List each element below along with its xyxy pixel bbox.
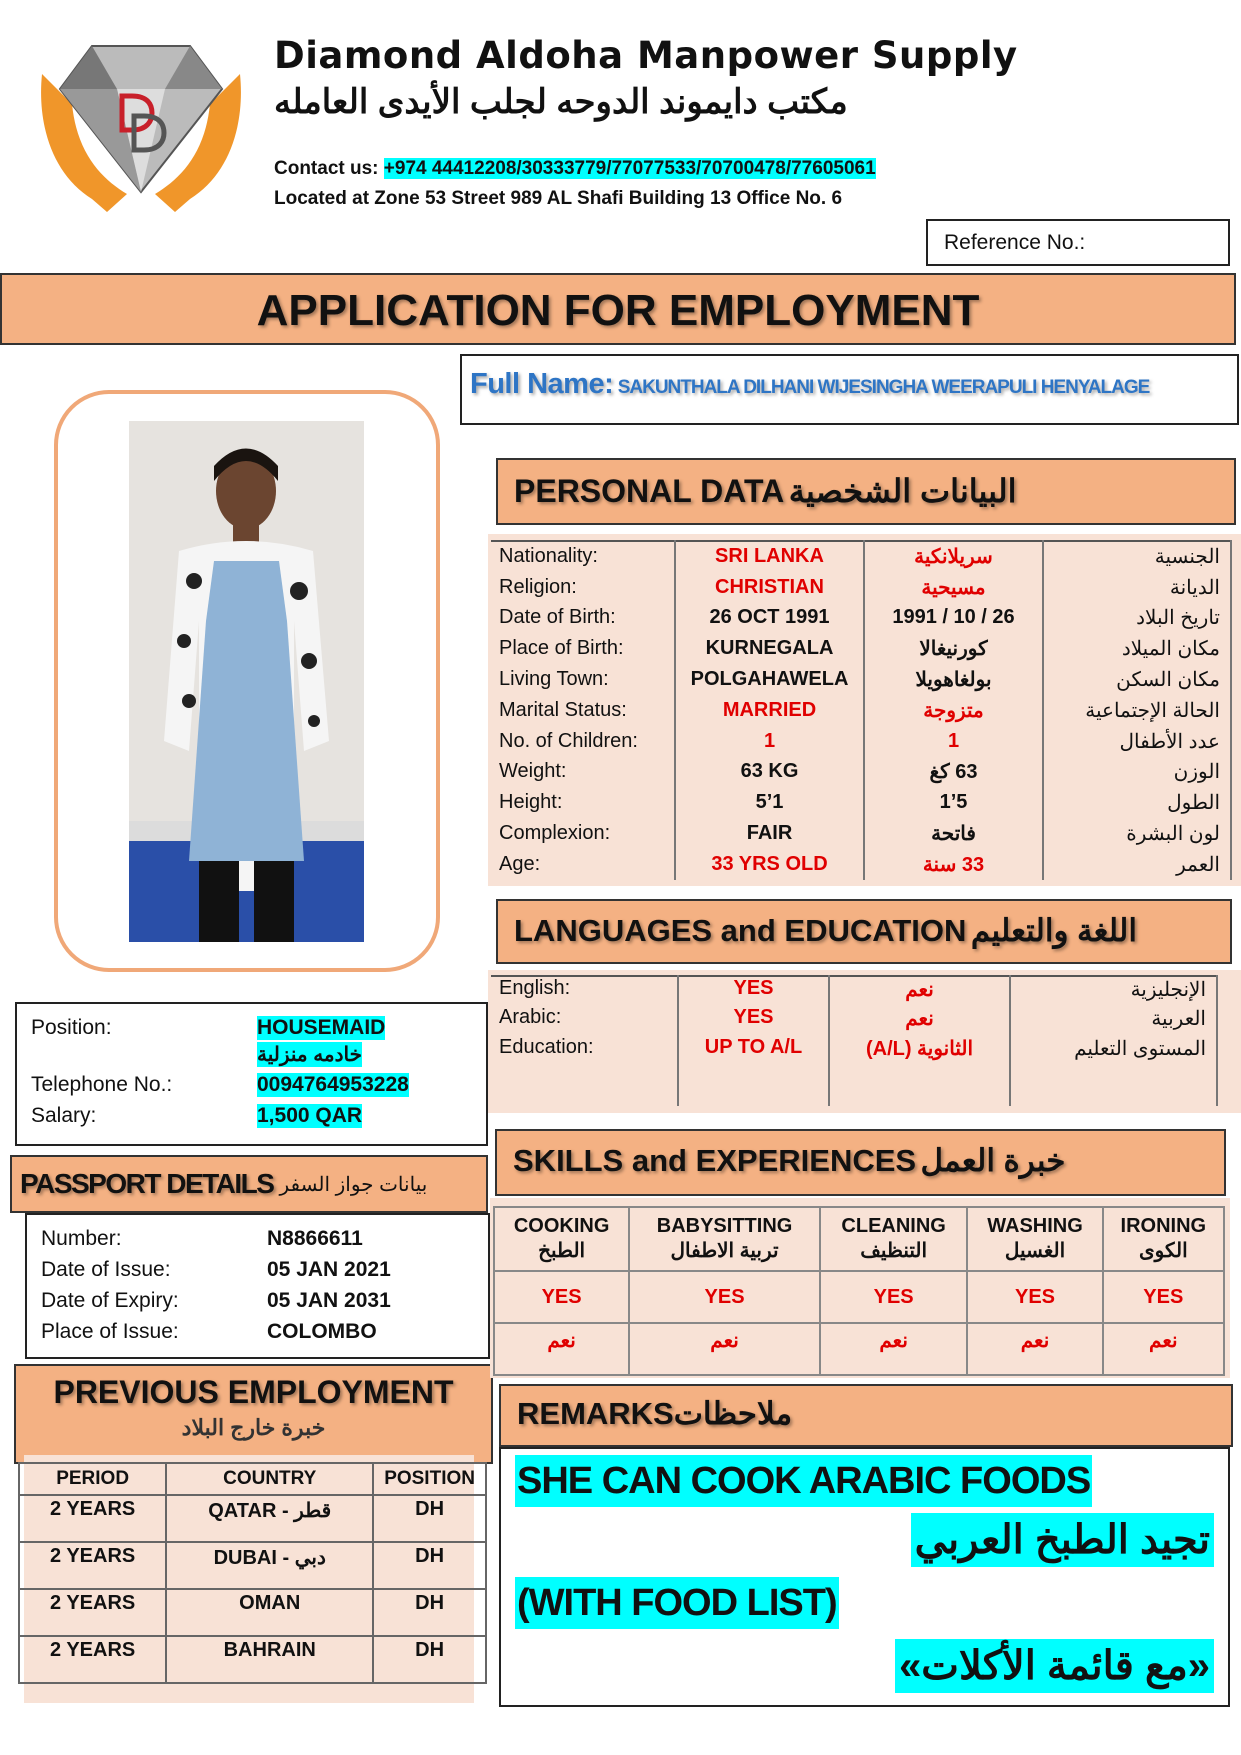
skills-title-arabic: خبرة العمل: [920, 1143, 1066, 1178]
personal-label: Living Town:: [499, 668, 609, 691]
personal-value: CHRISTIAN: [675, 572, 864, 603]
skill-value: YES: [1103, 1271, 1224, 1323]
company-name: Diamond Aldoha Manpower Supply: [274, 34, 1018, 77]
remarks-title-arabic: ملاحظات: [673, 1396, 793, 1431]
previous-employment-cell: 2 YEARS: [19, 1589, 166, 1636]
languages-row: [491, 1006, 1217, 1036]
personal-value-arabic: بولغاهويلا: [864, 664, 1043, 695]
personal-label: No. of Children:: [499, 729, 638, 752]
passport-box: [25, 1213, 490, 1359]
full-name-label: Full Name:: [470, 368, 614, 400]
personal-label: Date of Birth:: [499, 606, 616, 629]
remarks-line-1: SHE CAN COOK ARABIC FOODS: [515, 1455, 1092, 1507]
previous-employment-cell: DH: [373, 1495, 486, 1542]
passport-label: Number:: [41, 1227, 122, 1250]
previous-employment-header: [14, 1364, 493, 1464]
skills-header: [495, 1129, 1226, 1196]
skill-name-arabic: الغسيل: [1004, 1240, 1066, 1262]
languages-title: LANGUAGES and EDUCATION: [514, 913, 967, 948]
remarks-line-2: تجيد الطبخ العربي: [911, 1513, 1214, 1567]
personal-label: Nationality:: [499, 545, 598, 568]
application-title-banner: [0, 273, 1236, 345]
skill-name-arabic: التنظيف: [860, 1240, 928, 1262]
previous-employment-table: [18, 1462, 487, 1684]
previous-employment-cell: DUBAI - دبي: [166, 1542, 373, 1589]
previous-employment-row: [19, 1636, 486, 1683]
previous-employment-cell: DH: [373, 1542, 486, 1589]
skills-table: [493, 1206, 1225, 1376]
position-label: Position:: [31, 1016, 112, 1039]
reference-box[interactable]: [926, 219, 1230, 266]
telephone-value: 0094764953228: [257, 1073, 409, 1096]
skill-value-arabic: نعم: [967, 1323, 1102, 1375]
remarks-title: REMARKS: [517, 1396, 674, 1431]
language-value: YES: [678, 1006, 829, 1036]
personal-value: 1: [675, 726, 864, 757]
passport-row: [41, 1223, 474, 1254]
skill-name-arabic: الطبخ: [538, 1240, 586, 1262]
personal-data-row: [491, 572, 1231, 603]
languages-header: [496, 899, 1232, 964]
language-label-arabic: الإنجليزية: [1010, 976, 1217, 1006]
full-name-box: [460, 354, 1239, 425]
previous-employment-title-arabic: خبرة خارج البلاد: [181, 1415, 326, 1440]
personal-value-arabic: سريلانكية: [864, 541, 1043, 572]
language-label: Education:: [499, 1036, 594, 1058]
telephone-label: Telephone No.:: [31, 1073, 173, 1096]
personal-data-title: PERSONAL DATA: [514, 473, 785, 509]
personal-label: Religion:: [499, 575, 577, 598]
personal-label-arabic: مكان الميلاد: [1043, 633, 1231, 664]
personal-value-arabic: 33 سنة: [864, 849, 1043, 880]
remarks-header: [499, 1384, 1233, 1447]
passport-value: 05 JAN 2031: [267, 1289, 391, 1312]
personal-label-arabic: عدد الأطفال: [1043, 726, 1231, 757]
personal-value-arabic: 26 / 10 / 1991: [864, 603, 1043, 634]
skill-value-arabic: نعم: [1103, 1323, 1224, 1375]
skill-name: [820, 1207, 968, 1271]
personal-value: FAIR: [675, 818, 864, 849]
skill-name-arabic: الكوى: [1138, 1240, 1188, 1262]
personal-label-arabic: الطول: [1043, 787, 1231, 818]
personal-value: 5’1: [675, 787, 864, 818]
skill-value: YES: [820, 1271, 968, 1323]
skill-value: YES: [494, 1271, 629, 1323]
personal-value: 33 YRS OLD: [675, 849, 864, 880]
application-title: APPLICATION FOR EMPLOYMENT: [256, 286, 980, 335]
skill-value-arabic: نعم: [820, 1323, 968, 1375]
skills-arabic-row: [494, 1323, 1224, 1375]
personal-label-arabic: مكان السكن: [1043, 664, 1231, 695]
languages-row: [491, 976, 1217, 1006]
personal-data-row: [491, 757, 1231, 788]
previous-employment-cell: DH: [373, 1589, 486, 1636]
position-value: HOUSEMAID: [257, 1016, 386, 1039]
personal-data-row: [491, 818, 1231, 849]
position-box: [15, 1002, 488, 1146]
previous-employment-cell: 2 YEARS: [19, 1636, 166, 1683]
personal-data-header: [496, 458, 1236, 525]
personal-label-arabic: الحالة الإجتماعية: [1043, 695, 1231, 726]
passport-row: [41, 1316, 474, 1347]
previous-employment-header-row: [19, 1463, 486, 1495]
skill-name-en: CLEANING: [841, 1215, 946, 1237]
personal-label-arabic: الديانة: [1043, 572, 1231, 603]
personal-data-table: [491, 540, 1232, 880]
skill-name-en: COOKING: [513, 1215, 610, 1237]
skill-name: [629, 1207, 820, 1271]
personal-label: Complexion:: [499, 822, 611, 845]
personal-value: MARRIED: [675, 695, 864, 726]
contact-label: Contact us:: [274, 158, 379, 179]
language-label-arabic: العربية: [1010, 1006, 1217, 1036]
personal-label-arabic: الوزن: [1043, 757, 1231, 788]
language-label: Arabic:: [499, 1006, 562, 1028]
remarks-line-3: (WITH FOOD LIST): [515, 1577, 839, 1629]
company-logo: [32, 34, 250, 214]
passport-row: [41, 1254, 474, 1285]
previous-employment-row: [19, 1542, 486, 1589]
languages-table: [491, 975, 1218, 1106]
skill-name-arabic: تربية الاطفال: [670, 1240, 779, 1262]
language-value-arabic: الثانوية (A/L): [829, 1036, 1010, 1106]
skills-header-row: [494, 1207, 1224, 1271]
passport-title-arabic: بيانات جواز السفر: [279, 1173, 428, 1196]
personal-value: 63 KG: [675, 757, 864, 788]
personal-label-arabic: تاريخ البلاد: [1043, 603, 1231, 634]
personal-data-row: [491, 849, 1231, 880]
skill-value: YES: [967, 1271, 1102, 1323]
personal-value: POLGAHAWELA: [675, 664, 864, 695]
previous-employment-cell: 2 YEARS: [19, 1542, 166, 1589]
language-label-arabic: المستوى التعليم: [1010, 1036, 1217, 1106]
personal-data-row: [491, 664, 1231, 695]
skill-value-arabic: نعم: [494, 1323, 629, 1375]
personal-value: 26 OCT 1991: [675, 603, 864, 634]
personal-data-row: [491, 695, 1231, 726]
skill-name: [1103, 1207, 1224, 1271]
personal-value: SRI LANKA: [675, 541, 864, 572]
skills-title: SKILLS and EXPERIENCES: [513, 1143, 917, 1178]
personal-value-arabic: فاتحة: [864, 818, 1043, 849]
passport-label: Place of Issue:: [41, 1320, 179, 1343]
remarks-box: [499, 1447, 1230, 1707]
contact-line: [274, 158, 876, 180]
contact-numbers: +974 44412208/30333779/77077533/70700478/77605061: [383, 158, 876, 179]
applicant-photo: [129, 421, 364, 942]
passport-value: COLOMBO: [267, 1320, 377, 1343]
previous-employment-column-header: COUNTRY: [166, 1463, 373, 1495]
previous-employment-cell: BAHRAIN: [166, 1636, 373, 1683]
skill-name-en: IRONING: [1120, 1215, 1207, 1237]
personal-data-row: [491, 726, 1231, 757]
company-name-arabic: مكتب دايموند الدوحه لجلب الأيدى العامله: [274, 83, 848, 121]
previous-employment-row: [19, 1589, 486, 1636]
passport-label: Date of Expiry:: [41, 1289, 179, 1312]
personal-value-arabic: 1: [864, 726, 1043, 757]
personal-value: KURNEGALA: [675, 633, 864, 664]
company-address: Located at Zone 53 Street 989 AL Shafi Building 13 Office No. 6: [274, 188, 843, 209]
language-value: UP TO A/L: [678, 1036, 829, 1106]
personal-data-title-arabic: البيانات الشخصية: [788, 473, 1017, 509]
personal-value-arabic: 5’1: [864, 787, 1043, 818]
language-value-arabic: نعم: [829, 976, 1010, 1006]
passport-label: Date of Issue:: [41, 1258, 171, 1281]
remarks-line-4: «مع قائمة الأكلات»: [895, 1639, 1214, 1693]
personal-value-arabic: متزوجة: [864, 695, 1043, 726]
passport-header: [10, 1155, 488, 1213]
skills-yes-row: [494, 1271, 1224, 1323]
previous-employment-column-header: PERIOD: [19, 1463, 166, 1495]
personal-label: Age:: [499, 852, 541, 875]
previous-employment-cell: 2 YEARS: [19, 1495, 166, 1542]
skill-name: [494, 1207, 629, 1271]
skill-name-en: BABYSITTING: [656, 1215, 793, 1237]
skill-value-arabic: نعم: [629, 1323, 820, 1375]
reference-label: Reference No.:: [944, 231, 1086, 254]
skill-name-en: WASHING: [987, 1215, 1083, 1237]
personal-value-arabic: مسيحية: [864, 572, 1043, 603]
passport-row: [41, 1285, 474, 1316]
personal-value-arabic: كورنيغالا: [864, 633, 1043, 664]
languages-title-arabic: اللغة والتعليم: [970, 913, 1137, 948]
personal-label: Marital Status:: [499, 698, 627, 721]
personal-data-row: [491, 603, 1231, 634]
salary-value: 1,500 QAR: [257, 1104, 363, 1127]
position-value-arabic: خادمه منزلية: [257, 1044, 362, 1066]
personal-data-row: [491, 633, 1231, 664]
language-label: English:: [499, 977, 571, 999]
personal-label-arabic: لون البشرة: [1043, 818, 1231, 849]
personal-data-row: [491, 787, 1231, 818]
personal-label-arabic: العمر: [1043, 849, 1231, 880]
previous-employment-cell: OMAN: [166, 1589, 373, 1636]
previous-employment-title: PREVIOUS EMPLOYMENT: [53, 1374, 454, 1410]
previous-employment-cell: QATAR - قطر: [166, 1495, 373, 1542]
previous-employment-column-header: POSITION: [373, 1463, 486, 1495]
skill-value: YES: [629, 1271, 820, 1323]
skill-name: [967, 1207, 1102, 1271]
personal-label: Place of Birth:: [499, 637, 624, 660]
passport-value: 05 JAN 2021: [267, 1258, 391, 1281]
full-name-value: SAKUNTHALA DILHANI WIJESINGHA WEERAPULI HENYALAGE: [617, 377, 1150, 398]
salary-label: Salary:: [31, 1104, 97, 1127]
personal-label: Weight:: [499, 760, 567, 783]
personal-label: Height:: [499, 791, 563, 814]
language-value-arabic: نعم: [829, 1006, 1010, 1036]
language-value: YES: [678, 976, 829, 1006]
passport-title: PASSPORT DETAILS: [20, 1168, 274, 1199]
passport-value: N8866611: [267, 1227, 363, 1250]
personal-value-arabic: 63 كغ: [864, 757, 1043, 788]
personal-data-row: [491, 541, 1231, 572]
previous-employment-row: [19, 1495, 486, 1542]
previous-employment-cell: DH: [373, 1636, 486, 1683]
languages-row: [491, 1036, 1217, 1106]
personal-label-arabic: الجنسية: [1043, 541, 1231, 572]
